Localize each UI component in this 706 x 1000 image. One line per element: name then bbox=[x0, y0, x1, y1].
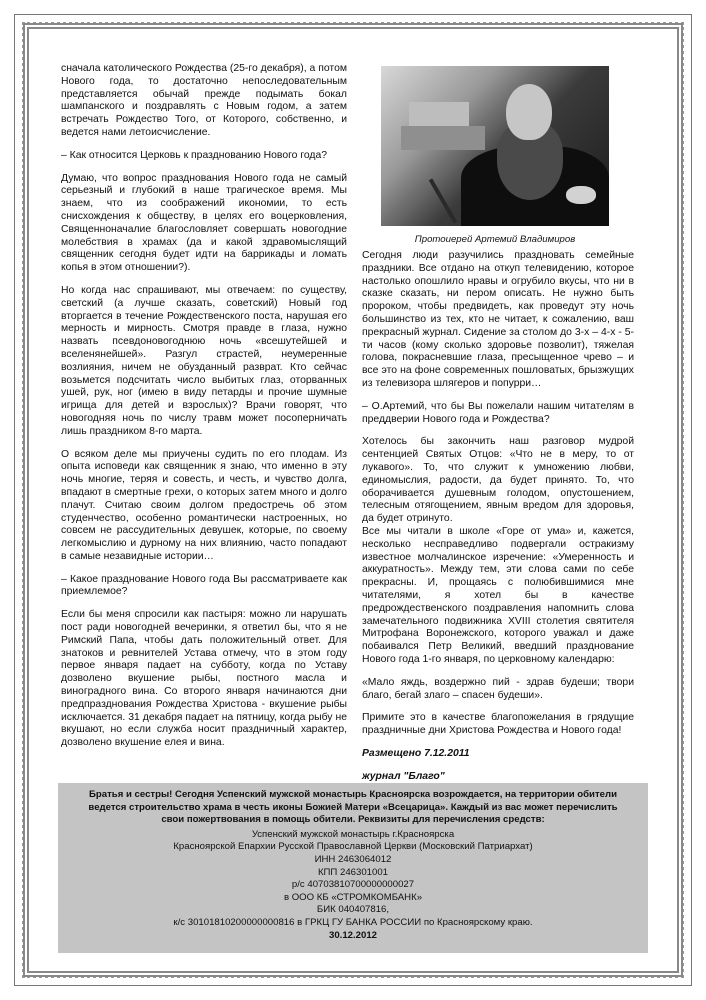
photo-caption: Протоиерей Артемий Владимиров bbox=[414, 234, 576, 245]
paragraph: Если бы меня спросили как пастыря: можно ли нарушать пост ради новогодней вечеринки, я ответил бы, что я не Римский Папа, чтобы дать положительный ответ. Для знатоков и ревнителей Устава отмечу, что в этом году первое января падает на субботу, когда по Уставу дозволено вкушение рыбы, постного масла и виноградного вина. Со второго января начинаются дни предпразднования Рождества Христова - вкушение рыбы исключается. 31 декабря падает на пятницу, когда рыбу не вкушают, но если служба носит праздничный характер, дозволено вкушение елея и вина. bbox=[61, 609, 347, 749]
requisite-line: Красноярской Епархии Русской Православной Церкви (Московский Патриархат) bbox=[173, 841, 533, 853]
photo-hand bbox=[566, 186, 596, 204]
paragraph: Хотелось бы закончить наш разговор мудрой сентенцией Святых Отцов: «Что не в меру, то от лукавого». То, что служит к умножению любви, единомыслия, радости, да будет принято. То, что оборачивается душевным голодом, опустошением, телесным отягощением, явным вредом для здоровья, да будет отринуто. bbox=[362, 436, 634, 525]
requisite-line: ИНН 2463064012 bbox=[314, 853, 392, 865]
requisite-line: в ООО КБ «СТРОМКОМБАНК» bbox=[283, 891, 423, 903]
right-column bbox=[362, 250, 634, 793]
paragraph: Примите это в качестве благопожелания в грядущие праздничные дни Христова Рождества и Нового года! bbox=[362, 712, 634, 737]
footer-date: 30.12.2012 bbox=[328, 929, 377, 941]
left-column bbox=[61, 63, 347, 760]
paragraph: Но когда нас спрашивают, мы отвечаем: по существу, светский (а лучше сказать, советский) Новый год вторгается в течение Рождественского поста, нарушая его мерность и мирность. Смотря правде в глаза, нужно назвать псевдоновогоднюю ночь «всешутейшей и вселенянейшей». Разгул страстей, неумеренные возлияния, ничем не обузданный разврат. Кто сейчас возьмется подсчитать число выбитых глаз, оторванных ушей, рук, ног (имею в виду петарды и прочие шумные игрища для детей и взрослых)? Врачи говорят, что новогодняя ночь по числу травм может посоперничать лишь праздником 8-го марта. bbox=[61, 284, 347, 437]
requisite-line: Успенский мужской монастырь г.Красноярска bbox=[251, 828, 455, 840]
paragraph: Думаю, что вопрос празднования Нового года не самый серьезный и глубокий в наше трагическое время. Мы знаем, что из соображений икономии, то есть снисхождения к обществу, в целях его воцерковления, Священноначалие благословляет совершать новогодние молебствия в храмах (да и какой здравомыслящий священник сегодня будет идти на баррикады и ломать копья в этом отношении?). bbox=[61, 172, 347, 274]
priest-photo bbox=[381, 66, 609, 226]
requisite-line: к/с 30101810200000000816 в ГРКЦ ГУ БАНКА РОССИИ по Красноярскому краю. bbox=[173, 916, 533, 928]
photo-head bbox=[506, 84, 552, 140]
question: – Как относится Церковь к празднованию Нового года? bbox=[61, 149, 328, 161]
donation-box bbox=[58, 783, 648, 953]
photo-microphone bbox=[429, 178, 457, 223]
paragraph: О всяком деле мы приучены судить по его плодам. Из опыта исповеди как священник я знаю, что именно в эту ночь многие, теряя и совесть, и честь, и чувство долга, впадают в смертные грехи, о которых затем много и долго плачут. Считаю своим долгом предостречь об этом студенчество, особенно романтически настроенных, но совсем не рассудительных девушек, которые, по своему легкомыслию и дурному на них влиянию, часто попадают в самые незавидные истории… bbox=[61, 448, 347, 562]
question: – О.Артемий, что бы Вы пожелали нашим читателям в преддверии Нового года и Рождества? bbox=[362, 400, 634, 425]
question: – Какое празднование Нового года Вы рассматриваете как приемлемое? bbox=[61, 573, 347, 598]
donation-appeal: Братья и сестры! Сегодня Успенский мужской монастырь Красноярска возрождается, на территории обители ведется строительство храма в честь иконы Божией Матери «Всецарица». Каждый из вас может перечислить свои пожертвования в помощь обители. Реквизиты для перечисления средств: bbox=[88, 789, 618, 826]
paragraph: Сегодня люди разучились праздновать семейные праздники. Все отдано на откуп телевидению, которое настолько опошлило нравы и огрубило вкусы, что ни в сказке сказать, ни пером описать. Не нужно быть пророком, чтобы предвидеть, как проведут эту ночь большинство из тех, кто не читает, к сожалению, ваш прекрасный журнал. Сидение за столом до 3-х – 4-х - 5-ти часов (кому сколько здоровье позволит), тяжелая голова, покрасневшие глаза, пресыщенное чрево – и все это на фоне современных пошловатых, брызжущих из телевизора шлягеров и попурри… bbox=[362, 250, 634, 389]
paragraph: Все мы читали в школе «Горе от ума» и, кажется, несколько несправедливо подвергали остракизму известное молчалинское изречение: «Умеренность и аккуратность». Между тем, эти слова сами по себе прекрасны. И, прощаясь с полюбившимися мне читателями, я хотел бы в качестве предрождественского поздравления напомнить слова замечательного подвижника XVIII столетия святителя Митрофана Воронежского, которого уважал и даже побаивался Петр Великий, введший празднование Нового года 1-го января, по церковному календарю: bbox=[362, 525, 634, 665]
photo-building-lower bbox=[401, 126, 485, 150]
posted-source: журнал "Благо" bbox=[362, 770, 445, 782]
paragraph: сначала католического Рождества (25-го декабря), а потом Нового года, то достаточно непоследовательным представляется обычай прежде подымать бокал шампанского и поздравлять с Новым годом, а затем встречать Рождество Того, от Которого, собственно, и ведется нами летоисчисление. bbox=[61, 63, 347, 138]
posted-date: Размещено 7.12.2011 bbox=[362, 747, 470, 759]
requisite-line: р/с 40703810700000000027 bbox=[291, 879, 415, 891]
requisite-line: БИК 040407816, bbox=[316, 904, 390, 916]
quote: «Мало яждь, воздержно пий - здрав будеши; твори благо, бегай злаго – спасен будеши». bbox=[362, 676, 634, 701]
requisite-line: КПП 246301001 bbox=[317, 866, 389, 878]
